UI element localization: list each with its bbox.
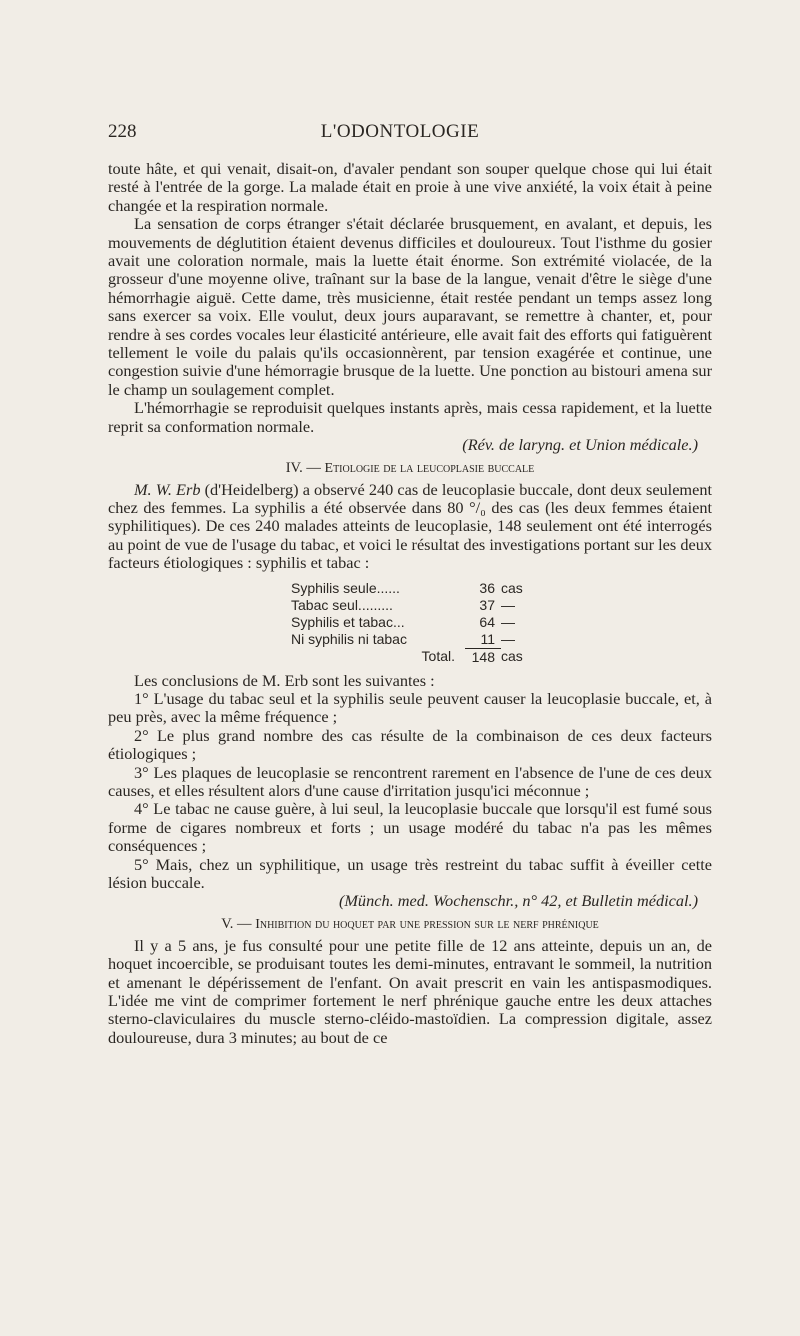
row-value: 36 [479, 579, 495, 596]
paragraph-text: (d'Heidelberg) a observé 240 cas de leucoplasie buccale, dont deux seulement chez des femmes. La syphilis a été observée dans 80 °/₀ des cas (les deux femmes étaient syphilitiques). De ces 240 malades atteints de leucoplasie, 148 seulement ont été interrogés au point de vue de l'usage du tabac, et voici le résultat des investigations portant sur les deux facteurs étiologiques : syphilis et tabac : [108, 479, 712, 573]
total-unit: cas [501, 648, 523, 665]
paragraph: Les conclusions de M. Erb sont les suivantes : [134, 670, 435, 690]
row-unit: — [501, 613, 515, 630]
section-heading-iv [108, 458, 712, 479]
paragraph: L'hémorrhagie se reproduisit quelques instants après, mais cessa rapidement, et la luette reprit sa conformation normale. [108, 398, 712, 436]
conclusion-item: 4° Le tabac ne cause guère, à lui seul, la leucoplasie buccale que lorsqu'il est fumé sous forme de cigares nombreux et forts ; un usage modéré du tabac n'a pas les mêmes conséquences ; [108, 799, 712, 856]
row-unit: cas [501, 579, 523, 596]
running-title: L'ODONTOLOGIE [320, 121, 480, 142]
section-numeral: IV. — [285, 459, 325, 476]
page-body [108, 160, 712, 1047]
page-header [108, 121, 692, 149]
paragraph [108, 481, 712, 573]
section-title: Inhibition du hoquet par une pression sur le nerf phrénique [255, 916, 599, 932]
statistics-table [291, 580, 541, 666]
row-label: Tabac seul......... [291, 596, 393, 613]
page-number: 228 [108, 121, 137, 142]
table-row [291, 597, 541, 614]
row-value: 11 [465, 631, 501, 649]
paragraph: Il y a 5 ans, je fus consulté pour une petite fille de 12 ans atteinte, depuis un an, de hoquet incoercible, se produisant toutes les demi-minutes, entravant le sommeil, la nutrition et amenant le dépérissement de l'enfant. On avait prescrit en vain les antispasmodiques. L'idée me vint de comprimer fortement le nerf phrénique gauche entre les deux attaches sterno-claviculaires du muscle sterno-cléido-mastoïdien. La compression digitale, assez douloureuse, dura 3 minutes; au bout de ce [108, 935, 712, 1047]
row-unit: — [501, 596, 515, 613]
conclusion-item: 1° L'usage du tabac seul et la syphilis seule peuvent causer la leucoplasie buccale, et, à peu près, avec la même fréquence ; [108, 688, 712, 727]
table-total-row [291, 648, 541, 666]
conclusion-item: 2° Le plus grand nombre des cas résulte de la combinaison de ces deux facteurs étiologiques ; [108, 725, 712, 764]
total-value: 148 [471, 648, 495, 665]
row-label: Syphilis et tabac... [291, 613, 405, 630]
paragraph: toute hâte, et qui venait, disait-on, d'avaler pendant son souper quelque chose qui lui était resté à l'entrée de la gorge. La malade était en proie à une vive anxiété, la voix était à peine changée et la respiration normale. [108, 159, 712, 215]
source-citation: (Rév. de laryng. et Union médicale.) [462, 435, 698, 455]
section-heading-v [108, 914, 712, 935]
table-row [291, 580, 541, 597]
total-label: Total. [421, 648, 455, 665]
section-numeral: V. — [221, 915, 256, 932]
row-unit: — [501, 630, 515, 647]
table-row [291, 631, 541, 649]
row-value: 64 [479, 613, 495, 630]
row-label: Syphilis seule...... [291, 579, 400, 596]
table-row [291, 614, 541, 631]
author-name: M. W. Erb [134, 479, 201, 499]
row-label: Ni syphilis ni tabac [291, 630, 407, 647]
section-title: Etiologie de la leucoplasie buccale [324, 460, 535, 476]
source-citation: (Münch. med. Wochenschr., n° 42, et Bulletin médical.) [338, 891, 698, 911]
conclusion-item: 3° Les plaques de leucoplasie se rencontrent rarement en l'absence de l'une de ces deux causes, et elles résultent alors d'une cause d'irritation jusqu'ici méconnue ; [108, 762, 712, 800]
paragraph: La sensation de corps étranger s'était déclarée brusquement, en avalant, et depuis, les mouvements de déglutition étaient devenus difficiles et douloureux. Tout l'isthme du gosier avait une coloration normale, mais la luette était énorme. Son extrémité violacée, de la grosseur d'une moyenne olive, traînant sur la base de la langue, venait d'être le siège d'une hémorrhagie aiguë. Cette dame, très musicienne, était restée pendant un temps assez long sans exercer sa voix. Elle voulut, deux jours auparavant, se remettre à chanter, et, pour rendre à ses cordes vocales leur élasticité antérieure, elle avait fait des efforts qui fatiguèrent tellement le voile du palais qu'ils occasionnèrent, par tension exagérée et continue, une congestion suivie d'une hémorragie brusque de la luette. Une ponction au bistouri amena sur le champ un soulagement complet. [108, 214, 712, 399]
conclusion-item: 5° Mais, chez un syphilitique, un usage très restreint du tabac suffit à éveiller cette lésion buccale. [108, 854, 712, 892]
row-value: 37 [479, 596, 495, 613]
